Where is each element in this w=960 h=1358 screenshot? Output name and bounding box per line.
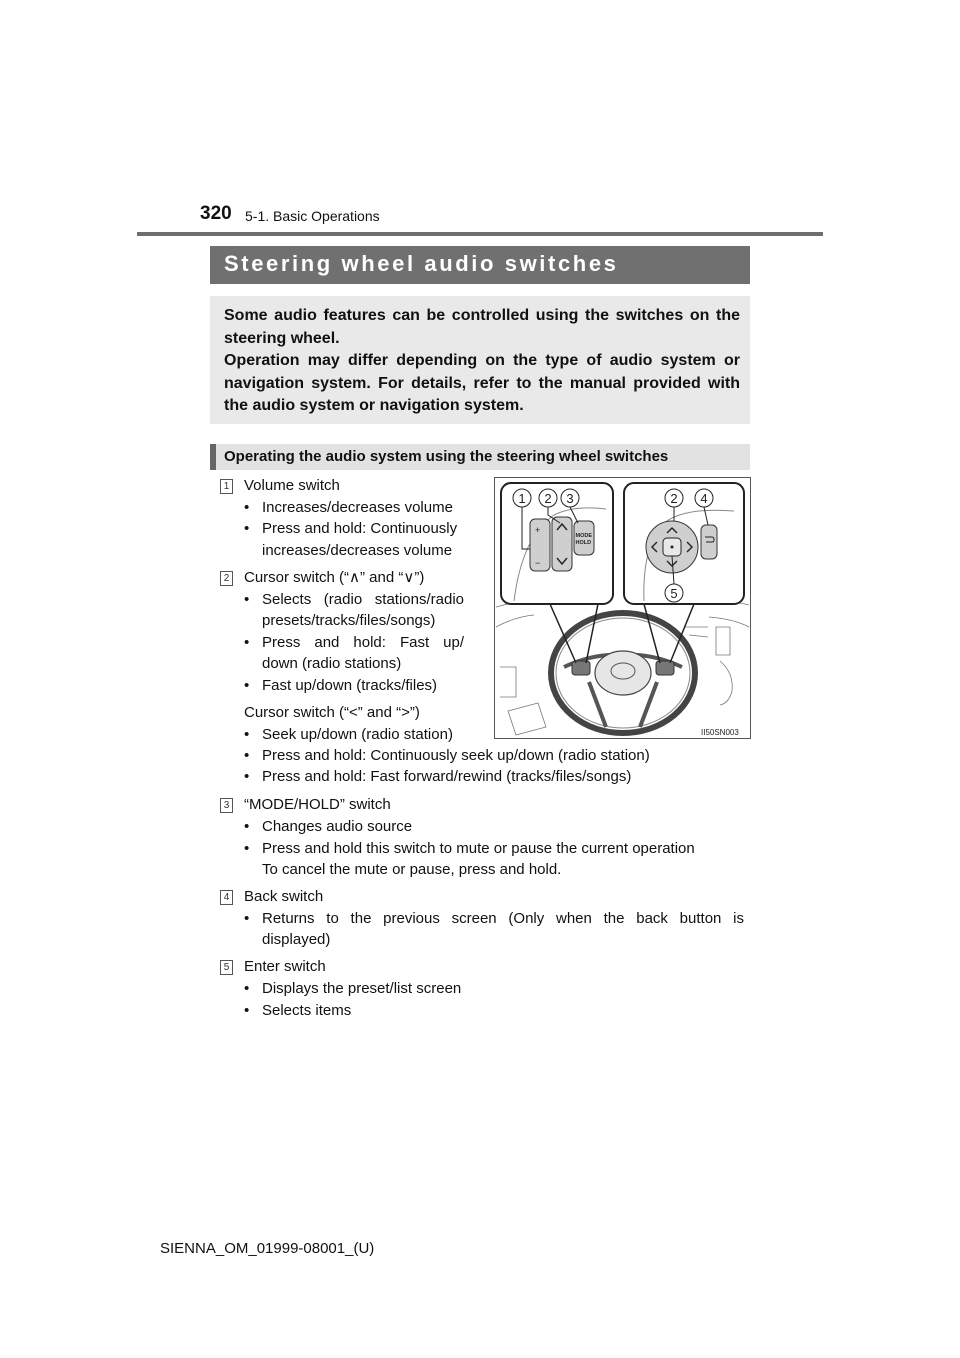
enter-switch-title: Enter switch (244, 958, 326, 975)
cursor-bullet-1: • Selects (radio stations/radio (244, 591, 464, 608)
volume-bullet-2: • Press and hold: Continuously (244, 520, 458, 537)
callout-right-4: 4 (700, 491, 708, 506)
footer-code: SIENNA_OM_01999-08001_(U) (160, 1240, 375, 1257)
mode-bullet-1: • Changes audio source (244, 818, 413, 835)
back-bullet-1: • Returns to the previous screen (Only when the back button is (244, 910, 744, 927)
steering-wheel-illustration (494, 477, 751, 739)
cursor-switch-title: Cursor switch (“∧” and “∨”) (244, 569, 425, 586)
cursor-bullet-3: • Fast up/down (tracks/files) (244, 677, 438, 694)
callout-left-3: 3 (566, 491, 574, 506)
cursor-switch-title-2: Cursor switch (“<” and “>”) (244, 704, 420, 721)
figure-code: II50SN003 (701, 728, 739, 737)
item-number-5: 5 (220, 960, 233, 975)
svg-text:−: − (535, 558, 541, 568)
page-title-bar (210, 246, 750, 284)
cursor-bullet-2: • Press and hold: Fast up/ (244, 634, 464, 651)
callout-left-1: 1 (518, 491, 526, 506)
right-switch-closeup (624, 483, 744, 604)
mode-label-top: MODE (575, 533, 592, 539)
callout-left-2: 2 (544, 491, 552, 506)
intro-paragraph-2: Operation may differ depending on the type of audio system or navigation system. For details, refer to the manual provided with the audio system or navigation system. (224, 352, 740, 414)
svg-text:+: + (535, 525, 541, 535)
cursor-bullet-2-cont: down (radio stations) (262, 655, 402, 672)
back-switch-title: Back switch (244, 888, 324, 905)
volume-bullet-1: • Increases/decreases volume (244, 499, 453, 516)
back-bullet-1-cont: displayed) (262, 931, 331, 948)
intro-box (210, 296, 750, 424)
volume-bullet-2-cont: increases/decreases volume (262, 542, 453, 559)
item-number-2: 2 (220, 571, 233, 586)
left-switch-closeup (501, 483, 613, 604)
cursor-switch-graphic (552, 517, 572, 571)
mode-label-bottom: HOLD (575, 540, 592, 546)
page-number: 320 (200, 203, 232, 224)
subheading: Operating the audio system using the steering wheel switches (224, 448, 669, 465)
section-title: 5-1. Basic Operations (245, 208, 380, 224)
callout-bottom-5: 5 (670, 586, 678, 601)
enter-bullet-1: • Displays the preset/list screen (244, 980, 462, 997)
item-number-3: 3 (220, 798, 233, 813)
cursor-bullet-6: • Press and hold: Fast forward/rewind (tracks/files/songs) (244, 768, 632, 785)
mode-switch-title: “MODE/HOLD” switch (244, 796, 391, 813)
mode-bullet-2-cont: To cancel the mute or pause, press and hold. (262, 861, 562, 878)
cursor-bullet-1-cont: presets/tracks/files/songs) (262, 612, 436, 629)
subheading-bar (210, 444, 750, 470)
mode-bullet-2: • Press and hold this switch to mute or pause the current operation (244, 840, 695, 857)
callout-right-2: 2 (670, 491, 678, 506)
intro-paragraph-1: Some audio features can be controlled using the switches on the steering wheel. (224, 307, 740, 347)
volume-switch-title: Volume switch (244, 477, 340, 494)
page-title: Steering wheel audio switches (224, 251, 619, 276)
cursor-bullet-4: • Seek up/down (radio station) (244, 726, 453, 743)
cursor-bullet-5: • Press and hold: Continuously seek up/down (radio station) (244, 747, 650, 764)
header-rule (137, 232, 823, 236)
item-number-1: 1 (220, 479, 233, 494)
item-number-4: 4 (220, 890, 233, 905)
enter-bullet-2: • Selects items (244, 1002, 352, 1019)
